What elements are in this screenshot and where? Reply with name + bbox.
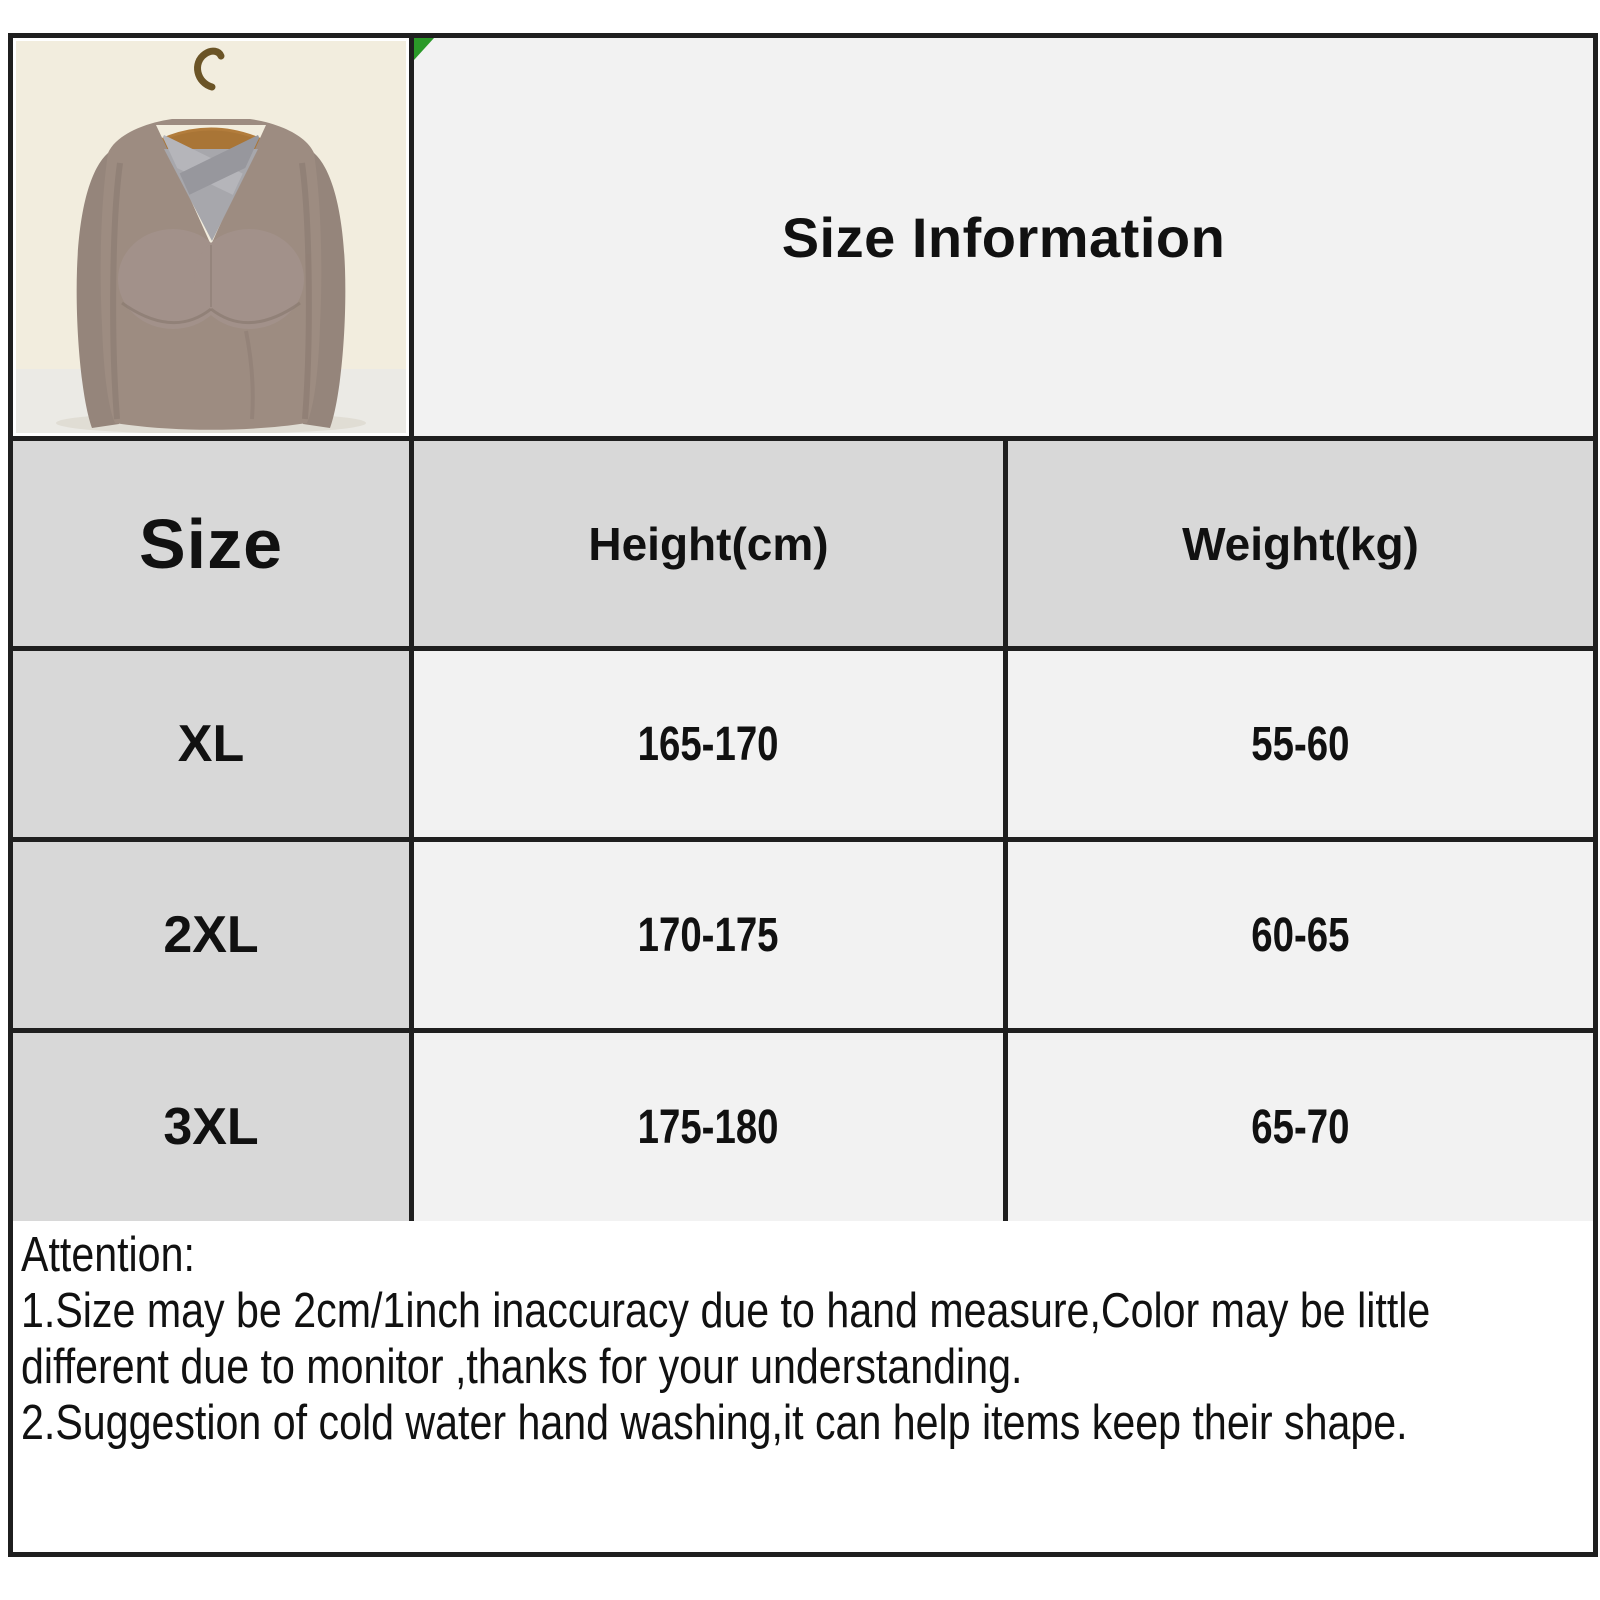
row-3xl-weight-value: 65-70 <box>1251 1100 1350 1154</box>
row-xl-weight <box>1008 651 1593 837</box>
row-xl-height-value: 165-170 <box>638 717 779 771</box>
row-3xl-weight <box>1008 1033 1593 1221</box>
column-header-height: Height(cm) <box>414 441 1003 646</box>
product-photo-cell <box>13 38 409 436</box>
size-table <box>13 38 1593 1221</box>
row-2xl-weight <box>1008 842 1593 1028</box>
row-3xl-size: 3XL <box>13 1033 409 1221</box>
row-xl-height <box>414 651 1003 837</box>
row-3xl-height <box>414 1033 1003 1221</box>
row-xl-size: XL <box>13 651 409 837</box>
bust-pads <box>118 229 304 329</box>
row-2xl-height-value: 170-175 <box>638 908 779 962</box>
attention-note-1a: 1.Size may be 2cm/1inch inaccuracy due to hand measure,Color may be little <box>21 1284 1431 1338</box>
row-2xl-size: 2XL <box>13 842 409 1028</box>
row-3xl-height-value: 175-180 <box>638 1100 779 1154</box>
column-header-weight: Weight(kg) <box>1008 441 1593 646</box>
attention-heading: Attention: <box>21 1228 195 1282</box>
product-photo <box>16 41 406 433</box>
attention-notes <box>13 1221 1593 1552</box>
size-chart-sheet <box>8 33 1598 1557</box>
page-title: Size Information <box>414 38 1593 436</box>
row-2xl-weight-value: 60-65 <box>1251 908 1350 962</box>
column-header-size: Size <box>13 441 409 646</box>
row-2xl-height <box>414 842 1003 1028</box>
attention-note-2: 2.Suggestion of cold water hand washing,it can help items keep their shape. <box>21 1396 1408 1450</box>
attention-note-1b: different due to monitor ,thanks for your understanding. <box>21 1340 1023 1394</box>
row-xl-weight-value: 55-60 <box>1251 717 1350 771</box>
corner-flag-icon <box>414 38 434 60</box>
